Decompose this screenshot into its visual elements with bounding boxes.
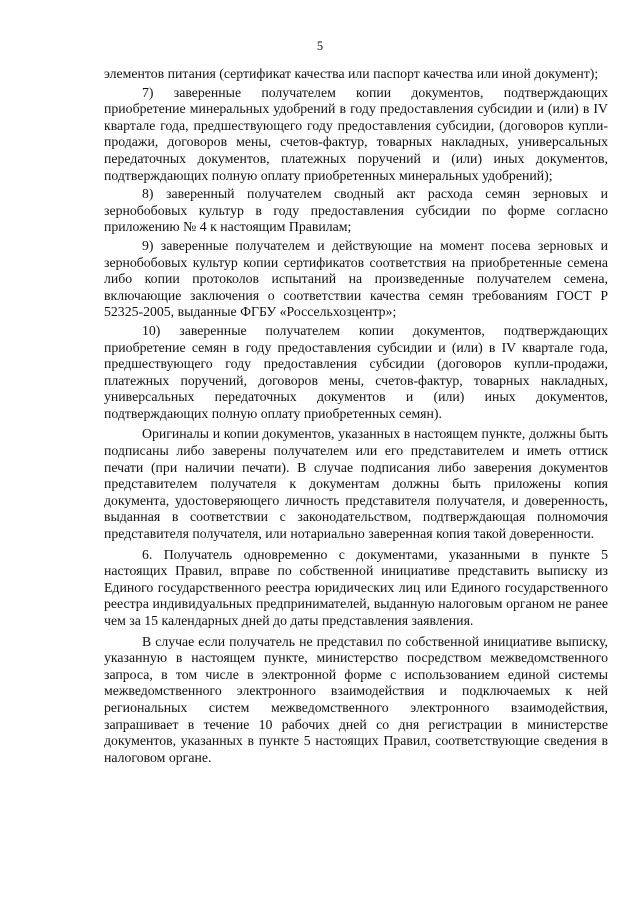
paragraph-item-7: 7) заверенные получателем копии документов, подтверждающих приобретение минеральных удобрений в году предоставления субсидии и (или) в IV квартале года, предшествующего году предоставления субсидии, (договоров купли-продажи, договоров мены, счетов-фактур, товарных накладных, универсальных передаточных документов, платежных поручений и (или) иных документов, подтверждающих полную оплату приобретенных минеральных удобрений); [104, 84, 608, 183]
document-body [104, 66, 608, 768]
paragraph-item-8: 8) заверенный получателем сводный акт расхода семян зерновых и зернобобовых культур в году предоставления субсидии по форме согласно приложению № 4 к настоящим Правилам; [104, 186, 608, 235]
paragraph-originals: Оригиналы и копии документов, указанных в настоящем пункте, должны быть подписаны либо заверены получателем или его представителем и иметь оттиск печати (при наличии печати). В случае подписания либо заверения документов представителем получателя к документам должны быть приложены копия документа, удостоверяющего личность представителя получателя, и доверенность, выданная в соответствии с законодательством, подтверждающая полномочия представителя получателя, или нотариально заверенная копия такой доверенности. [104, 426, 608, 542]
paragraph-if-not-submitted: В случае если получатель не представил по собственной инициативе выписку, указанную в настоящем пункте, министерство посредством межведомственного запроса, в том числе в электронной форме с использованием единой системы межведомственного электронного взаимодействия и подключаемых к ней региональных систем межведомственного электронного взаимодействия, запрашивает в течение 10 рабочих дней со дня регистрации в министерстве документов, указанных в пункте 5 настоящих Правил, соответствующие сведения в налоговом органе. [104, 633, 608, 765]
paragraph-continuation: элементов питания (сертификат качества или паспорт качества или иной документ); [104, 66, 599, 81]
page-number: 5 [316, 39, 324, 53]
paragraph-point-6: 6. Получатель одновременно с документами, указанными в пункте 5 настоящих Правил, вправе по собственной инициативе представить выписку из Единого государственного реестра юридических лиц или Единого государственного реестра индивидуальных предпринимателей, выданную налоговым органом не ранее чем за 15 календарных дней до даты представления заявления. [104, 546, 608, 628]
paragraph-item-10: 10) заверенные получателем копии документов, подтверждающих приобретение семян в году предоставления субсидии и (или) в IV квартале года, предшествующего году предоставления субсидии (договоров купли-продажи, платежных поручений, договоров мены, счетов-фактур, товарных накладных, универсальных передаточных документов и (или) иных документов, подтверждающих полную оплату приобретенных семян). [104, 322, 608, 421]
paragraph-item-9: 9) заверенные получателем и действующие на момент посева зерновых и зернобобовых культур копии сертификатов соответствия на приобретенные семена либо копии протоколов испытаний на произведенные получателем семена, включающие заключения о соответствии качества семян требованиям ГОСТ Р 52325-2005, выданные ФГБУ «Россельхозцентр»; [104, 237, 608, 320]
